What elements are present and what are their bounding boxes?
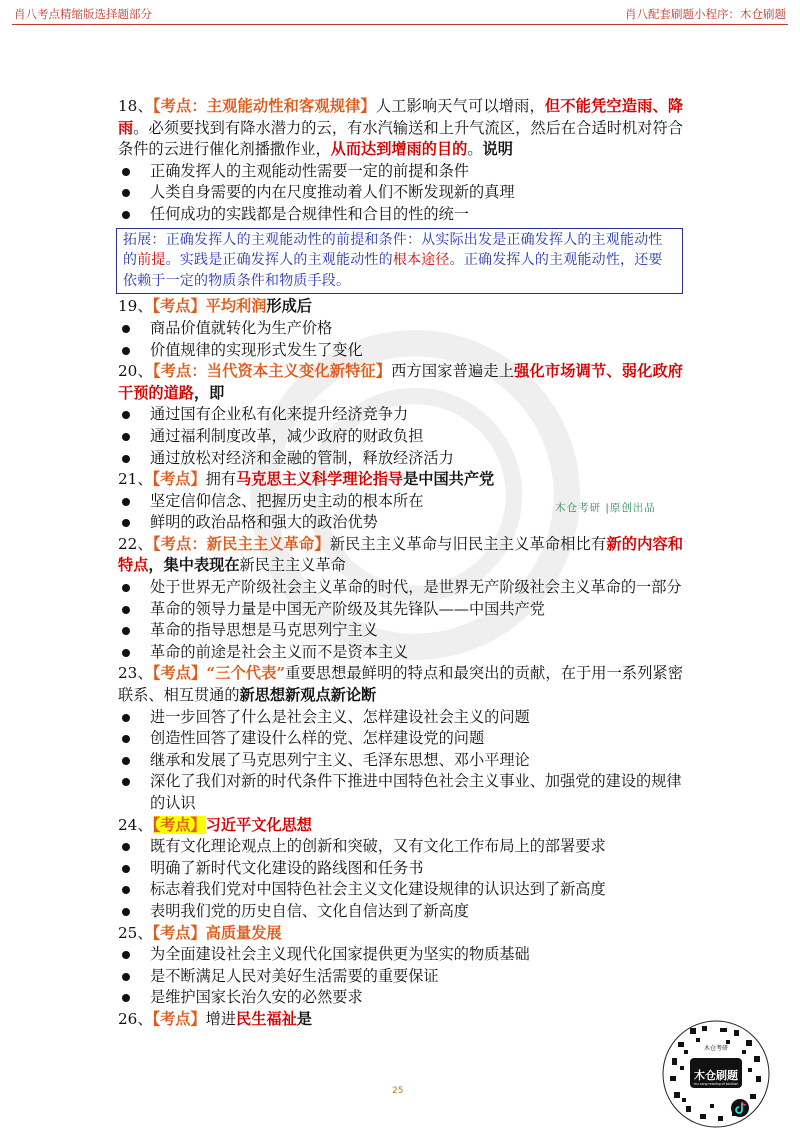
tiktok-icon	[731, 1099, 749, 1117]
list-item-text: 鲜明的政治品格和强大的政治优势	[150, 513, 378, 532]
list-item	[118, 182, 683, 204]
answer-list-20	[118, 404, 683, 469]
kaodian-tag: 【考点】	[152, 470, 206, 489]
list-item-text: 处于世界无产阶级社会主义革命的时代，是世界无产阶级社会主义革命的一部分	[150, 578, 682, 597]
list-item	[118, 858, 683, 880]
list-item-text: 是维护国家长治久安的必然要求	[150, 988, 363, 1007]
bullet-dot	[122, 627, 130, 635]
question-20	[118, 361, 683, 404]
question-number: 20、	[118, 362, 153, 381]
list-item	[118, 836, 683, 858]
list-item	[118, 901, 683, 923]
bullet-dot	[122, 778, 130, 786]
bullet-dot	[122, 735, 130, 743]
question-23	[118, 663, 683, 706]
header-left: 肖八考点精缩版选择题部分	[14, 7, 152, 21]
list-item-text: 通过国有企业私有化来提升经济竞争力	[150, 405, 409, 424]
bullet-dot	[122, 411, 130, 419]
list-item-text: 进一步回答了什么是社会主义、怎样建设社会主义的问题	[150, 707, 530, 726]
question-number: 26、	[118, 1009, 153, 1028]
red-emphasis: 新的内容和特点	[118, 534, 684, 575]
question-text: 西方国家普遍走上	[391, 362, 515, 381]
bullet-dot	[122, 455, 130, 463]
list-item-text: 深化了我们对新的时代条件下推进中国特色社会主义事业、加强党的建设的规律的认识	[150, 772, 682, 812]
question-number: 24、	[118, 815, 153, 834]
question-text: 人工影响天气可以增雨，	[375, 97, 545, 115]
list-item	[118, 340, 683, 362]
list-item	[118, 707, 683, 729]
bullet-dot	[122, 433, 130, 441]
list-item-text: 标志着我们党对中国特色社会主义文化建设规律的认识达到了新高度	[150, 880, 606, 899]
bullet-dot	[122, 994, 130, 1002]
answer-list-22	[118, 577, 683, 663]
question-number: 19、	[118, 297, 153, 316]
list-item-text: 价值规律的实现形式发生了变化	[150, 340, 363, 359]
header-right: 肖八配套刷题小程序：木仓刷题	[625, 7, 786, 21]
list-item	[118, 426, 683, 448]
question-number: 25、	[118, 923, 153, 942]
list-item-text: 表明我们党的历史自信、文化自信达到了新高度	[150, 901, 469, 920]
extension-text: 。正确发挥人的主观能动性，还要依赖于一定的物质条件和物质手段。	[123, 252, 663, 289]
list-item-text: 革命的领导力量是中国无产阶级及其先锋队——中国共产党	[150, 599, 545, 618]
red-emphasis: 习近平文化思想	[205, 815, 312, 834]
red-emphasis: 强化市场调节、弱化政府干预的道路	[118, 362, 683, 402]
question-text: 新民主主义革命	[239, 556, 346, 575]
page-number: 25	[392, 1086, 404, 1096]
list-item-text: 既有文化理论观点上的创新和突破，又有文化工作布局上的部署要求	[150, 837, 606, 856]
list-item-text: 通过福利制度改革，减少政府的财政负担	[150, 426, 424, 445]
extension-box	[116, 228, 683, 295]
kaodian-tag-highlighted: 【考点】	[152, 815, 206, 834]
red-emphasis: 但不能凭空造雨、降雨	[118, 97, 684, 137]
qr-code[interactable]	[660, 1018, 772, 1130]
list-item-text: 为全面建设社会主义现代化国家提供更为坚实的物质基础	[150, 945, 530, 964]
question-number: 23、	[118, 664, 153, 683]
list-item	[118, 577, 683, 599]
answer-list-25	[118, 944, 683, 1009]
list-item	[118, 728, 683, 750]
list-item	[118, 771, 683, 814]
bold-text: 新思想新观点新论断	[239, 686, 377, 705]
kaodian-tag: 【考点：当代资本主义变化新特征】	[152, 362, 392, 381]
qr-top-label: 木仓考研	[703, 1045, 729, 1052]
kaodian-tag: 【考点】平均利润	[152, 297, 267, 316]
bullet-dot	[122, 973, 130, 981]
bullet-dot	[122, 714, 130, 722]
kaodian-tag: 【考点：主观能动性和客观规律】	[152, 97, 376, 115]
bullet-dot	[122, 886, 130, 894]
question-25	[118, 923, 683, 945]
bullet-dot	[122, 757, 130, 765]
list-item-text: 是不断满足人民对美好生活需要的重要保证	[150, 966, 439, 985]
list-item	[118, 966, 683, 988]
question-19	[118, 296, 683, 318]
bullet-dot	[122, 168, 130, 176]
bullet-dot	[122, 606, 130, 614]
question-number: 22、	[118, 534, 153, 553]
bold-text: 形成后	[266, 297, 312, 316]
list-item-text: 革命的前途是社会主义而不是资本主义	[150, 642, 409, 661]
bold-text: ，集中表现在	[148, 556, 240, 575]
kaodian-tag: 【考点】高质量发展	[152, 923, 282, 942]
question-18	[118, 96, 683, 161]
extension-red-text: 前提	[137, 252, 166, 269]
list-item-text: 革命的指导思想是马克思列宁主义	[150, 621, 378, 640]
bold-text: 是	[296, 1009, 312, 1028]
document-body	[118, 96, 683, 1031]
bullet-dot	[122, 908, 130, 916]
bullet-dot	[122, 189, 130, 197]
list-item-text: 继承和发展了马克思列宁主义、毛泽东思想、邓小平理论	[150, 750, 530, 769]
kaodian-tag: 【考点：新民主主义革命】	[152, 534, 330, 553]
question-text: 。必须要找到有降水潜力的云，有水汽输送和上升气流区，然后在合适时机对符合条件的云进行催化剂播撒作业，	[118, 118, 684, 159]
list-item	[118, 642, 683, 664]
question-21	[118, 469, 683, 491]
red-emphasis: 马克思主义科学理论指导	[236, 470, 404, 489]
qr-brand: 木仓刷题	[694, 1069, 738, 1082]
red-emphasis: 从而达到增雨的目的	[330, 140, 468, 159]
list-item-text: 正确发挥人的主观能动性需要一定的前提和条件	[150, 161, 469, 180]
qr-sub-label: mu cang reading of solution	[693, 1082, 739, 1086]
bullet-dot	[122, 584, 130, 592]
extension-text: 拓展：正确发挥人的主观能动性的前提和条件：从实际出发是正确发挥人的主观能动性的	[123, 231, 663, 269]
list-item-text: 任何成功的实践都是合规律性和合目的性的统一	[150, 204, 469, 223]
list-item-text: 坚定信仰信念、把握历史主动的根本所在	[150, 491, 424, 510]
question-text: 。	[467, 140, 483, 159]
list-item	[118, 879, 683, 901]
list-item	[118, 944, 683, 966]
list-item-text: 人类自身需要的内在尺度推动着人们不断发现新的真理	[150, 183, 515, 202]
bold-text: 是中国共产党	[403, 470, 495, 489]
list-item	[118, 404, 683, 426]
question-text: 拥有	[205, 470, 237, 489]
answer-list-23	[118, 707, 683, 815]
list-item-text: 通过放松对经济和金融的管制，释放经济活力	[150, 448, 454, 467]
bold-text: ，即	[193, 383, 225, 402]
list-item	[118, 987, 683, 1009]
extension-red-text: 根本途径	[392, 252, 450, 269]
list-item	[118, 512, 683, 534]
bullet-dot	[122, 865, 130, 873]
kaodian-tag: 【考点】“三个代表”	[152, 664, 286, 683]
bullet-dot	[122, 951, 130, 959]
list-item	[118, 620, 683, 642]
question-text: 新民主主义革命与旧民主主义革命相比有	[329, 534, 607, 553]
question-24	[118, 815, 683, 837]
list-item-text: 商品价值就转化为生产价格	[150, 318, 333, 337]
list-item	[118, 318, 683, 340]
answer-list-24	[118, 836, 683, 922]
question-26	[118, 1009, 683, 1031]
bullet-dot	[122, 649, 130, 657]
red-emphasis: 民生福祉	[236, 1009, 297, 1028]
bullet-dot	[122, 325, 130, 333]
bullet-dot	[122, 211, 130, 219]
list-item	[118, 750, 683, 772]
bold-text: 说明	[482, 140, 513, 159]
bullet-dot	[122, 498, 130, 506]
question-text: 增进	[205, 1009, 237, 1028]
header-divider	[12, 24, 788, 25]
list-item-text: 明确了新时代文化建设的路线图和任务书	[150, 858, 424, 877]
extension-text: 。实践是正确发挥人的主观能动性的	[165, 252, 393, 269]
kaodian-tag: 【考点】	[152, 1009, 206, 1028]
answer-list-18	[118, 161, 683, 226]
bullet-dot	[122, 519, 130, 527]
answer-list-19	[118, 318, 683, 361]
list-item-text: 创造性回答了建设什么样的党、怎样建设党的问题	[150, 729, 485, 748]
question-text: 重要思想最鲜明的特点和最突出的贡献，在于用一系列紧密联系、相互贯通的	[118, 664, 684, 705]
list-item	[118, 599, 683, 621]
list-item	[118, 161, 683, 183]
bullet-dot	[122, 347, 130, 355]
list-item	[118, 204, 683, 226]
list-item	[118, 448, 683, 470]
question-number: 18、	[118, 97, 153, 115]
watermark-text: 木仓考研 |原创出品	[555, 502, 656, 514]
question-number: 21、	[118, 470, 153, 489]
bullet-dot	[122, 843, 130, 851]
question-22	[118, 534, 683, 577]
